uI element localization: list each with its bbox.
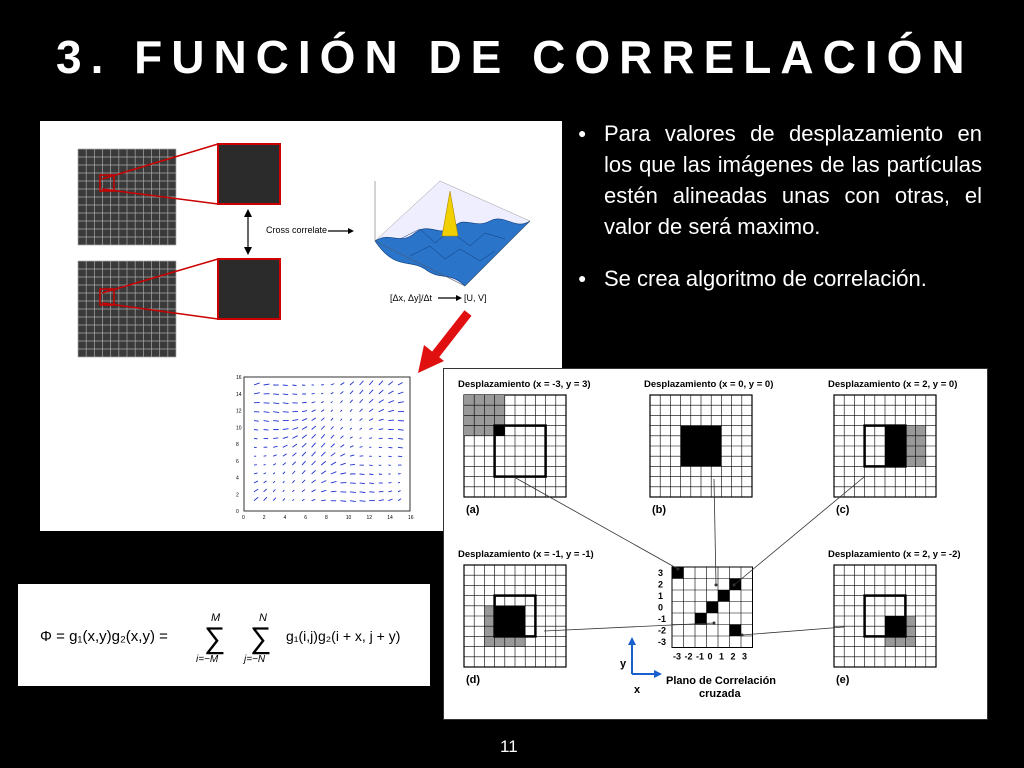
correlation-panel <box>458 379 591 516</box>
vector-x-tick: 14 <box>387 515 393 521</box>
plane-y-tick: 1 <box>658 591 664 601</box>
correlation-panel <box>644 379 773 516</box>
bullet-text: Para valores de desplazamiento en los que las imágenes de las partículas estén alineadas unas con otras, el valor de será maximo. <box>604 121 982 239</box>
plane-y-tick: -1 <box>658 614 667 624</box>
equation-rhs: g₁(i,j)g₂(i + x, j + y) <box>286 628 401 644</box>
vector-y-tick: 0 <box>236 509 239 515</box>
bullet-text: Se crea algoritmo de correlación. <box>604 266 927 291</box>
panel-title: Desplazamiento (x = 0, y = 0) <box>644 379 774 390</box>
plane-y-tick: 0 <box>658 602 664 613</box>
vector-x-tick: 16 <box>408 515 414 521</box>
vector-field-plot <box>236 375 414 521</box>
x-axis-label: x <box>634 684 641 696</box>
sum1-symbol: ∑ <box>204 622 226 655</box>
bullet-dot-icon: ● <box>578 125 587 141</box>
red-arrow-icon <box>418 313 468 373</box>
sum1-upper: M <box>211 612 221 624</box>
panel-label: (c) <box>836 504 850 516</box>
panel-title: Desplazamiento (x = -1, y = -1) <box>458 549 594 560</box>
plane-x-tick: 3 <box>742 651 748 662</box>
sum1-lower: i=−M <box>196 654 219 665</box>
panel-label: (a) <box>466 504 480 516</box>
plane-y-tick: -3 <box>658 637 667 647</box>
vector-y-tick: 12 <box>236 408 242 415</box>
correlation-panel <box>828 549 961 686</box>
vector-y-tick: 6 <box>236 458 239 465</box>
plane-y-tick: -2 <box>658 625 667 636</box>
sum2-lower: j=−N <box>244 654 266 665</box>
plane-x-tick: 0 <box>707 651 713 662</box>
equation-lhs: Φ = g₁(x,y)g₂(x,y) = <box>40 628 168 645</box>
vector-y-tick: 2 <box>236 492 239 499</box>
vector-x-tick: 0 <box>242 515 245 521</box>
y-axis-label: y <box>620 658 627 670</box>
page-number: 11 <box>500 737 518 756</box>
bullet-dot-icon: ● <box>578 270 587 286</box>
vector-x-tick: 10 <box>345 515 352 521</box>
plane-label-2: cruzada <box>699 688 741 700</box>
zoom-window-1 <box>218 144 280 204</box>
correlation-surface <box>375 181 530 286</box>
bullet-item <box>578 263 982 294</box>
vector-x-tick: 4 <box>283 515 287 521</box>
bullet-list <box>578 118 982 315</box>
panel-title: Desplazamiento (x = 2, y = 0) <box>828 379 958 390</box>
plane-x-tick: -1 <box>696 651 705 662</box>
plane-x-tick: 1 <box>719 651 725 662</box>
slide-title: 3. FUNCIÓN DE CORRELACIÓN <box>56 31 974 83</box>
panel-label: (b) <box>652 504 667 516</box>
bullet-item <box>578 118 982 242</box>
vector-y-tick: 8 <box>236 442 239 448</box>
plane-x-tick: -3 <box>673 651 682 662</box>
cross-correlate-label: Cross correlate <box>266 225 328 235</box>
vector-y-tick: 16 <box>236 375 242 381</box>
panel-title: Desplazamiento (x = 2, y = -2) <box>828 549 961 560</box>
vector-x-tick: 12 <box>366 515 373 521</box>
correlation-panel <box>828 379 957 516</box>
plane-y-tick: 3 <box>658 568 664 578</box>
correlation-figure <box>443 368 988 720</box>
vector-y-tick: 14 <box>236 391 242 398</box>
panel-label: (d) <box>466 674 481 686</box>
vector-y-tick: 4 <box>236 475 239 482</box>
plane-label-1: Plano de Correlación <box>666 675 777 687</box>
correlation-equation <box>18 584 430 686</box>
panel-label: (e) <box>836 674 850 686</box>
correlation-panel <box>458 549 594 686</box>
sum2-upper: N <box>259 612 267 624</box>
vector-x-tick: 2 <box>262 515 266 521</box>
zoom-window-2 <box>218 259 280 319</box>
vector-x-tick: 8 <box>325 515 328 521</box>
plane-y-tick: 2 <box>658 579 664 590</box>
plane-x-tick: 2 <box>730 651 736 662</box>
uv-label: [U, V] <box>464 293 487 303</box>
panel-title: Desplazamiento (x = -3, y = 3) <box>458 379 591 390</box>
plane-x-tick: -2 <box>684 651 693 662</box>
sum2-symbol: ∑ <box>250 622 272 655</box>
vector-x-tick: 6 <box>304 515 308 521</box>
vector-y-tick: 10 <box>236 425 242 432</box>
connector-arrow-icon <box>742 627 844 635</box>
displacement-label: [Δx, Δy]/Δt <box>390 293 433 303</box>
